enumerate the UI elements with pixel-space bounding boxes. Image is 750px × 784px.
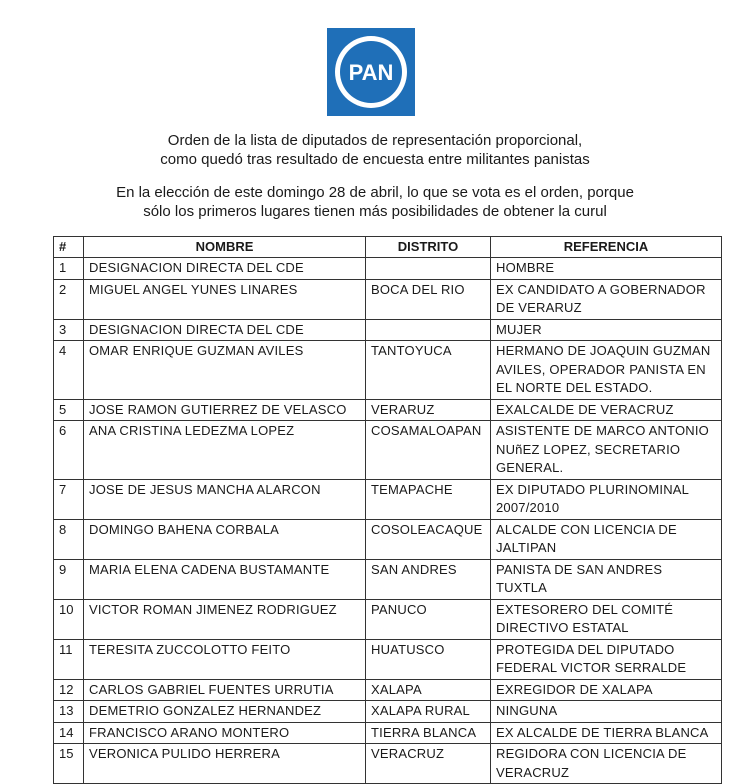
row-nombre: JOSE DE JESUS MANCHA ALARCON <box>84 479 366 519</box>
row-num: 4 <box>54 341 84 400</box>
row-distrito: XALAPA RURAL <box>366 701 491 723</box>
header-num: # <box>54 237 84 258</box>
pan-logo-graphic <box>327 28 415 116</box>
row-nombre: MIGUEL ANGEL YUNES LINARES <box>84 279 366 319</box>
row-num: 10 <box>54 599 84 639</box>
row-nombre: MARIA ELENA CADENA BUSTAMANTE <box>84 559 366 599</box>
row-num: 8 <box>54 519 84 559</box>
row-referencia: MUJER <box>491 319 722 341</box>
table-row <box>54 639 722 679</box>
table-row <box>54 599 722 639</box>
row-nombre: VICTOR ROMAN JIMENEZ RODRIGUEZ <box>84 599 366 639</box>
row-nombre: FRANCISCO ARANO MONTERO <box>84 722 366 744</box>
intro-text <box>0 131 750 221</box>
intro-line-3: En la elección de este domingo 28 de abril, lo que se vota es el orden, porque <box>116 184 634 201</box>
row-referencia: EX DIPUTADO PLURINOMINAL 2007/2010 <box>491 479 722 519</box>
row-distrito: VERACRUZ <box>366 744 491 784</box>
row-distrito: TEMAPACHE <box>366 479 491 519</box>
row-referencia: REGIDORA CON LICENCIA DE VERACRUZ <box>491 744 722 784</box>
row-referencia: EX CANDIDATO A GOBERNADOR DE VERARUZ <box>491 279 722 319</box>
table-row <box>54 421 722 480</box>
row-distrito: COSOLEACAQUE <box>366 519 491 559</box>
row-num: 11 <box>54 639 84 679</box>
intro-spacer <box>0 169 750 183</box>
candidates-table <box>53 236 722 784</box>
row-num: 13 <box>54 701 84 723</box>
logo-text: PAN <box>348 60 394 85</box>
table-row <box>54 319 722 341</box>
row-nombre: DESIGNACION DIRECTA DEL CDE <box>84 319 366 341</box>
row-num: 14 <box>54 722 84 744</box>
row-nombre: VERONICA PULIDO HERRERA <box>84 744 366 784</box>
row-distrito: COSAMALOAPAN <box>366 421 491 480</box>
row-num: 6 <box>54 421 84 480</box>
row-distrito <box>366 258 491 280</box>
table-row <box>54 722 722 744</box>
row-num: 3 <box>54 319 84 341</box>
row-referencia: PROTEGIDA DEL DIPUTADO FEDERAL VICTOR SERRALDE <box>491 639 722 679</box>
pan-logo <box>327 28 415 116</box>
row-distrito <box>366 319 491 341</box>
table-row <box>54 679 722 701</box>
row-distrito: BOCA DEL RIO <box>366 279 491 319</box>
table-row <box>54 399 722 421</box>
row-nombre: CARLOS GABRIEL FUENTES URRUTIA <box>84 679 366 701</box>
row-distrito: XALAPA <box>366 679 491 701</box>
table-row <box>54 258 722 280</box>
row-num: 2 <box>54 279 84 319</box>
row-num: 5 <box>54 399 84 421</box>
row-referencia: ALCALDE CON LICENCIA DE JALTIPAN <box>491 519 722 559</box>
row-num: 9 <box>54 559 84 599</box>
row-nombre: DEMETRIO GONZALEZ HERNANDEZ <box>84 701 366 723</box>
row-nombre: TERESITA ZUCCOLOTTO FEITO <box>84 639 366 679</box>
intro-line-1: Orden de la lista de diputados de representación proporcional, <box>167 132 583 149</box>
row-distrito: HUATUSCO <box>366 639 491 679</box>
row-nombre: ANA CRISTINA LEDEZMA LOPEZ <box>84 421 366 480</box>
row-distrito: SAN ANDRES <box>366 559 491 599</box>
table-row <box>54 341 722 400</box>
header-distrito: DISTRITO <box>366 237 491 258</box>
table-row <box>54 519 722 559</box>
row-referencia: EXALCALDE DE VERACRUZ <box>491 399 722 421</box>
row-referencia: ASISTENTE DE MARCO ANTONIO NUñEZ LOPEZ, SECRETARIO GENERAL. <box>491 421 722 480</box>
row-referencia: HERMANO DE JOAQUIN GUZMAN AVILES, OPERADOR PANISTA EN EL NORTE DEL ESTADO. <box>491 341 722 400</box>
header-nombre: NOMBRE <box>84 237 366 258</box>
intro-line-2: como quedó tras resultado de encuesta entre militantes panistas <box>160 151 590 168</box>
intro-line-4: sólo los primeros lugares tienen más posibilidades de obtener la curul <box>143 203 607 220</box>
row-referencia: EX ALCALDE DE TIERRA BLANCA <box>491 722 722 744</box>
row-num: 15 <box>54 744 84 784</box>
row-num: 12 <box>54 679 84 701</box>
header-referencia: REFERENCIA <box>491 237 722 258</box>
row-nombre: OMAR ENRIQUE GUZMAN AVILES <box>84 341 366 400</box>
row-referencia: EXTESORERO DEL COMITÉ DIRECTIVO ESTATAL <box>491 599 722 639</box>
table-row <box>54 701 722 723</box>
row-num: 7 <box>54 479 84 519</box>
table-row <box>54 559 722 599</box>
table-row <box>54 279 722 319</box>
row-nombre: DOMINGO BAHENA CORBALA <box>84 519 366 559</box>
row-referencia: PANISTA DE SAN ANDRES TUXTLA <box>491 559 722 599</box>
row-distrito: VERARUZ <box>366 399 491 421</box>
table-header-row <box>54 237 722 258</box>
row-referencia: EXREGIDOR DE XALAPA <box>491 679 722 701</box>
table-row <box>54 479 722 519</box>
row-referencia: NINGUNA <box>491 701 722 723</box>
row-distrito: PANUCO <box>366 599 491 639</box>
row-nombre: DESIGNACION DIRECTA DEL CDE <box>84 258 366 280</box>
row-nombre: JOSE RAMON GUTIERREZ DE VELASCO <box>84 399 366 421</box>
row-num: 1 <box>54 258 84 280</box>
row-referencia: HOMBRE <box>491 258 722 280</box>
row-distrito: TANTOYUCA <box>366 341 491 400</box>
row-distrito: TIERRA BLANCA <box>366 722 491 744</box>
